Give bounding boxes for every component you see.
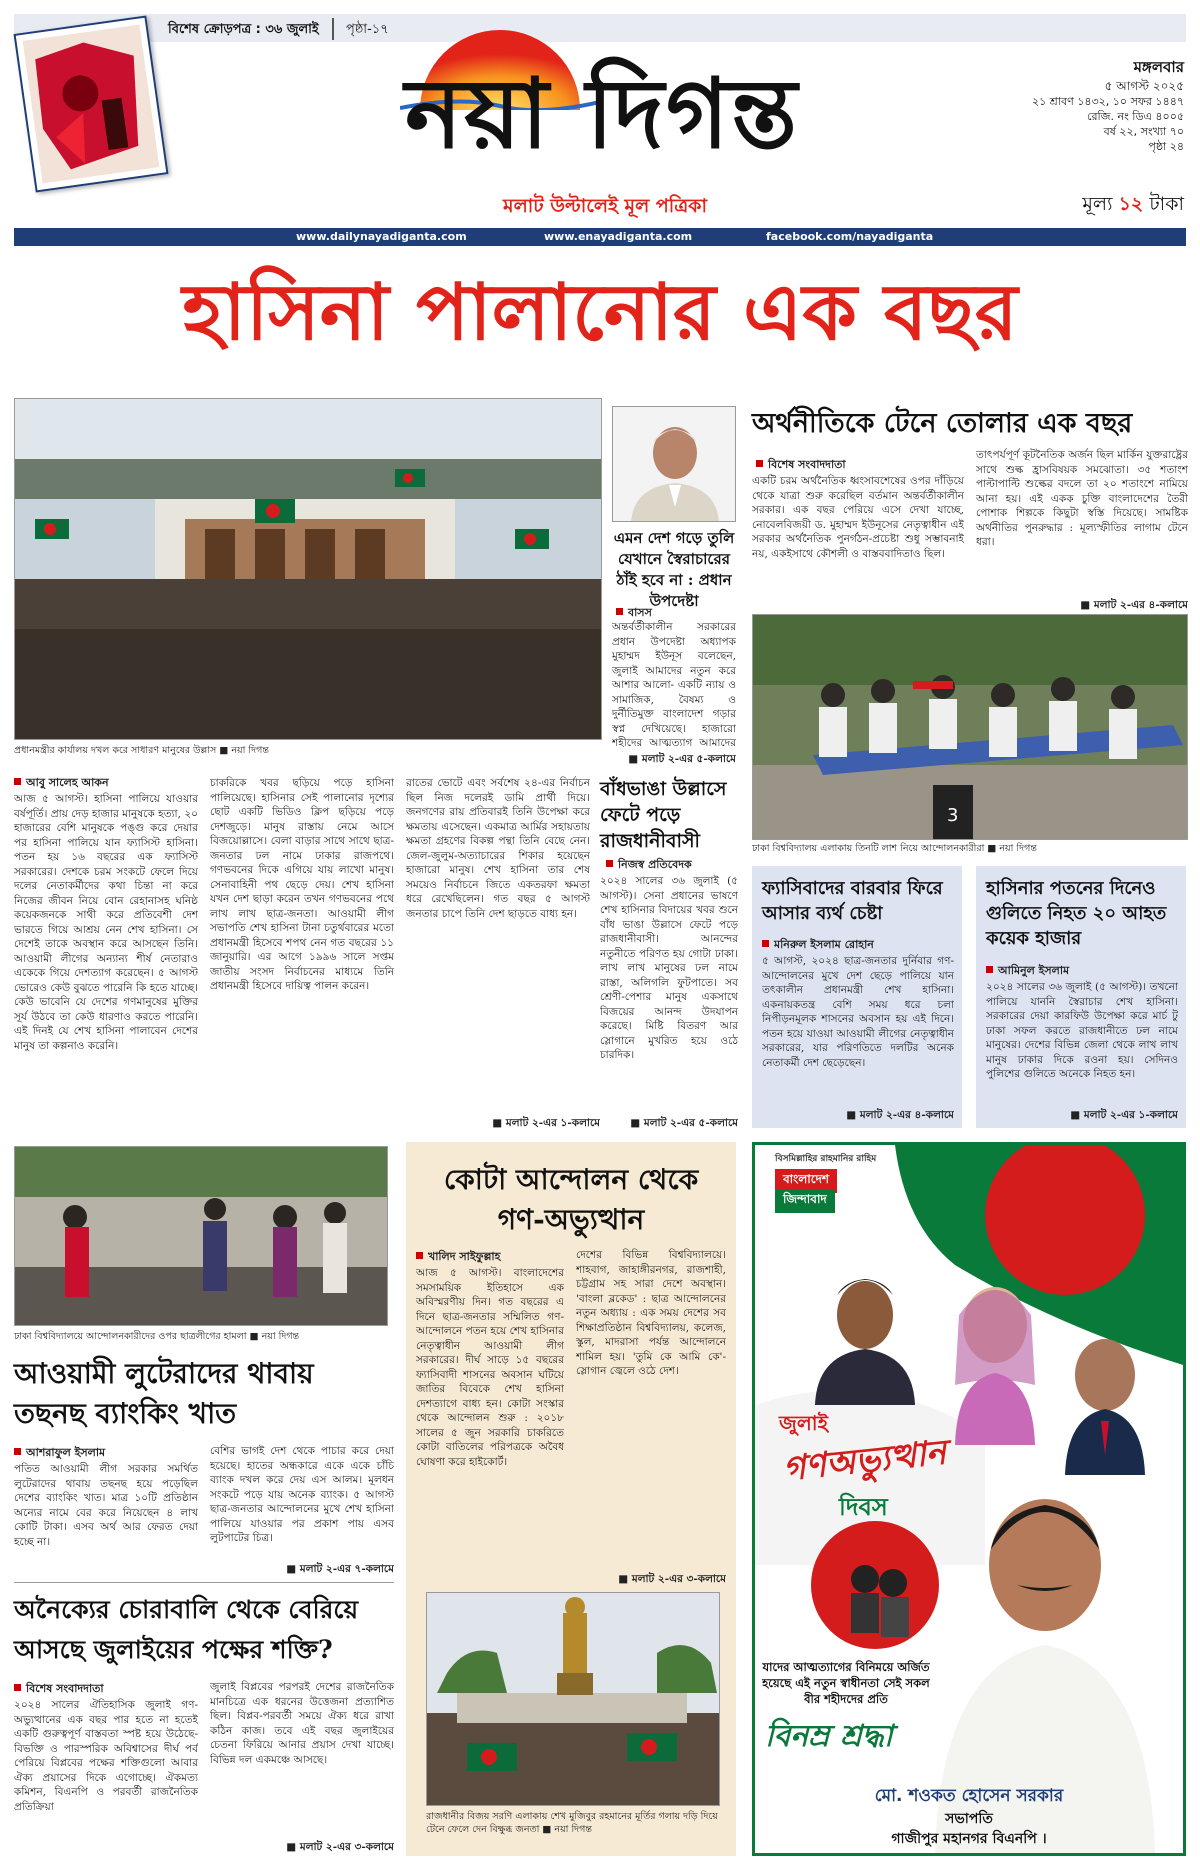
bank-photo-image <box>15 1147 388 1326</box>
economy-headline: অর্থনীতিকে টেনে তোলার এক বছর <box>752 408 1133 439</box>
quota-column-2: দেশের বিভিন্ন বিশ্ববিদ্যালয়ে। শাহবাগ, জাহাঙ্গীরনগর, রাজশাহী, চট্টগ্রাম সহ সারা দেশে অবস্থান। 'বাংলা ব্লকেড' : ছাত্র আন্দোলনের নতুন অধ্যায় : এক সময় দেশের সব শিক্ষাপ্রতিষ্ঠান বিশ্ববিদ্যালয়, কলেজ, স্কুল, মাদরাসা পর্যন্ত আন্দোলনে শামিল হয়। 'তুমি কে আমি কে'- স্লোগান জ্বেলে ওঠে দেশ। <box>576 1249 726 1377</box>
quota-byline: খালিদ সাইফুল্লাহ <box>416 1248 500 1267</box>
unity-headline: অনৈক্যের চোরাবালি থেকে বেরিয়ে আসছে জুলাইয়ের পক্ষের শক্তি? <box>14 1595 359 1664</box>
ad-july: জুলাই <box>779 1411 828 1435</box>
caption-credit: ■ নয়া দিগন্ত <box>219 745 269 756</box>
quota-photo-caption <box>426 1810 720 1836</box>
bank-headline: আওয়ামী লুটেরাদের থাবায় তছনছ ব্যাংকিং খাত <box>14 1357 314 1430</box>
unity-column-2: জুলাই বিপ্লবের পরপরই দেশের রাজনৈতিক মানচিত্রে এক ধরনের উত্তেজনা প্রত্যাশিত ছিল। বিপ্লব-পরবর্তী সময়ে ঐক্য ধরে রাখা কঠিন কাজ। তবে এই বছর জুলাইয়ের চেতনা ফিরিয়ে আনার প্রয়াস দেখা যাচ্ছে। বিভিন্ন দল একমঞ্চে আসছে। <box>210 1681 394 1766</box>
divider <box>332 18 334 40</box>
ad-portrait-1 <box>815 1279 915 1405</box>
portrait-byline: বাসস <box>616 604 652 623</box>
fascist-text: ৫ আগস্ট, ২০২৪ ছাত্র-জনতার দুর্নিবার গণ-আন্দোলনের মুখে দেশ ছেড়ে পালিয়ে যান তৎকালীন প্রধানমন্ত্রী শেখ হাসিনা। একনায়কতন্ত্র বেশি সময় ধরে চলা নিপীড়নমূলক শাসনের অবসান হয় এই দিনে। পতন হয়ে যাওয়া আওয়ামী লীগের নেতৃত্বাধীন সরকারের, যার পরিণতিতে দলটির অনেক নেতাকর্মী দেশ ছেড়েছেন। <box>762 955 954 1069</box>
caption-text: রাজধানীর বিজয় সরণি এলাকায় শেখ মুজিবুর রহমানের মূর্তির গলায় দড়ি দিয়ে টেনে ফেলে দেন বিক্ষুব্ধ জনতা <box>426 1811 718 1835</box>
date-block <box>940 60 1184 154</box>
date-bangla-hijri: ২১ শ্রাবণ ১৪৩২, ১০ সফর ১৪৪৭ <box>1031 95 1184 108</box>
weekday: মঙ্গলবার <box>1133 58 1184 76</box>
svg-text:3: 3 <box>947 805 959 826</box>
lead-continuation: ■ মলাট ২-এর ১-কলামে <box>492 1117 600 1129</box>
epaper-link[interactable]: www.enayadiganta.com <box>544 230 693 243</box>
quota-photo <box>426 1592 720 1806</box>
joy-headline: বাঁধভাঙা উল্লাসে ফেটে পড়ে রাজধানীবাসী <box>600 778 727 852</box>
quota-headline: কোটা আন্দোলন থেকে গণ-অভ্যুত্থান <box>443 1163 699 1236</box>
ad-top-note: বিসমিল্লাহির রাহমানির রাহিম <box>775 1154 877 1164</box>
ad-designation: সভাপতি <box>945 1811 993 1827</box>
website-link[interactable]: www.dailynayadiganta.com <box>296 230 467 243</box>
price <box>960 190 1184 222</box>
economy-continuation: ■ মলাট ২-এর ৪-কলামে <box>1080 599 1188 611</box>
advertisement <box>752 1142 1186 1856</box>
ad-portrait-3 <box>1065 1339 1145 1475</box>
ad-organization: গাজীপুর মহানগর বিএনপি । <box>891 1831 1047 1847</box>
masthead-title: নয়া দিগন্ত <box>404 57 800 170</box>
lead-photo-caption <box>14 744 602 757</box>
joy-text: ২০২৪ সালের ৩৬ জুলাই (৫ আগস্ট)। সেনা প্রধানের ভাষণে শেখ হাসিনার বিদায়ের খবর শুনে বাঁধ ভাঙা উল্লাসে ফেটে পড়ে রাজধানীবাসী। আনন্দের নতুনীতে পরিণত হয় গোটা ঢাকা। লাখ লাখ মানুষের ঢল নামে রাস্তা, অলিগলি ফুটপাতে। সব শ্রেণী-পেশার মানুষ একসাথে বিজয়ের আনন্দ উদযাপন করেছে। মিষ্টি বিতরণ আর স্লোগানে মুখরিত হয়ে ওঠে চারদিক। <box>600 875 738 1061</box>
unity-byline: বিশেষ সংবাদদাতা <box>14 1680 104 1699</box>
joy-byline: নিজস্ব প্রতিবেদক <box>606 856 692 875</box>
volume-issue: বর্ষ ২২, সংখ্যা ৭০ <box>1103 125 1184 138</box>
quota-continuation: ■ মলাট ২-এর ৩-কলামে <box>618 1573 726 1585</box>
section-rule <box>14 1582 394 1583</box>
banner-headline: হাসিনা পালানোর এক বছর <box>182 267 1018 358</box>
fascist-continuation: ■ মলাট ২-এর ৪-কলামে <box>846 1109 954 1121</box>
portrait-box <box>612 406 736 522</box>
lead-photo-image <box>15 399 602 740</box>
registration: রেজি. নং ডিএ ৪০০৫ <box>1087 110 1184 123</box>
quota-column-1: আজ ৫ আগস্ট। বাংলাদেশের সমসাময়িক ইতিহাসে এক অবিস্মরণীয় দিন। গত বছরের এ দিনে ছাত্র-জনতার সম্মিলিত গণ-আন্দোলনে পতন হয়ে শেখ হাসিনার নেতৃত্বাধীন আওয়ামী লীগ সরকারের। দীর্ঘ সাড়ে ১৫ বছরের ফ্যাসিবাদী শাসনের অবসান ঘটিয়ে জাতির বিবেকে শেখ হাসিনা দেশত্যাগে বাধ্য হন। কোটা সংস্কার থেকে আন্দোলন শুরু : ২০১৮ সালের ৫ জুন সরকারি চাকরিতে কোটা বাতিলের পরিপত্রকে অবৈধ ঘোষণা করে হাইকোর্ট। <box>416 1267 564 1468</box>
fascist-byline: মনিরুল ইসলাম রোহান <box>762 936 874 955</box>
ad-main-title: গণঅভ্যুত্থান <box>781 1432 949 1490</box>
date-gregorian: ৫ আগস্ট ২০২৫ <box>1104 79 1184 93</box>
price-unit: টাকা <box>1149 193 1184 215</box>
economy-column-2: তাৎপর্যপূর্ণ কূটনৈতিক অর্জন ছিল মার্কিন যুক্তরাষ্ট্রের সাথে শুল্ক হ্রাসবিষয়ক সমঝোতা। ৩৫ শতাংশ পাল্টাপাল্টি শুল্কের বদলে তা ২০ শতাংশে নামিয়ে আনা হয়। এই একক চুক্তি বাংলাদেশের তৈরী পোশাক শিল্পকে কিছুটা স্বস্তি দিয়েছে। সামষ্টিক অর্থনীতির পুনরুদ্ধার : মূল্যস্ফীতির লাগাম টেনে ধরা। <box>976 449 1188 548</box>
ad-portrait-2 <box>955 1287 1035 1445</box>
lead-photo <box>14 398 602 740</box>
caption-text: প্রধানমন্ত্রীর কার্যালয় দখল করে সাধারণ মানুষের উল্লাস <box>14 745 217 756</box>
facebook-link[interactable]: facebook.com/nayadiganta <box>766 230 934 243</box>
ad-badge-zindabad: জিন্দাবাদ <box>775 1189 835 1213</box>
corner-photo <box>14 15 169 192</box>
fascist-headline: ফ্যাসিবাদের বারবার ফিরে আসার ব্যর্থ চেষ্টা <box>762 878 943 924</box>
page-count: পৃষ্ঠা ২৪ <box>1148 140 1184 153</box>
ad-tribute: বিনম্র শ্রদ্ধা <box>765 1719 893 1754</box>
unity-continuation: ■ মলাট ২-এর ৩-কলামে <box>286 1841 394 1853</box>
fall-continuation: ■ মলাট ২-এর ১-কলামে <box>1070 1109 1178 1121</box>
bank-continuation: ■ মলাট ২-এর ৭-কলামে <box>286 1563 394 1575</box>
caption-credit: ■ নয়া দিগন্ত <box>542 1824 592 1835</box>
supplement-label: বিশেষ ক্রোড়পত্র : ৩৬ জুলাই <box>168 22 319 37</box>
economy-column-1: একটি চরম অর্থনৈতিক ধ্বংসাবশেষের ওপর দাঁড়িয়ে থেকে যাত্রা শুরু করেছিল বর্তমান অন্তর্বর্তীকালীন সরকার। এক বছর পেরিয়ে এসে দেখা যাচ্ছে, নোবেলবিজয়ী ড. মুহাম্মদ ইউনূসের নেতৃত্বাধীন এই সরকার অর্থনৈতিক পুনর্গঠন-প্রচেষ্টা শুধু সম্ভাবনাই নয়, একইসাথে কৌশলী ও বাস্তববাদিতাও ছিল। <box>752 475 964 560</box>
bank-byline: আশরাফুল ইসলাম <box>14 1444 105 1463</box>
portrait-text: অন্তর্বর্তীকালীন সরকারের প্রধান উপদেষ্টা অধ্যাপক মুহাম্মদ ইউনূস বলেছেন, জুলাই আমাদের নতুন করে আশার আলো- একটি ন্যায় ও সামাজিক, বৈষম্য ও দুর্নীতিমুক্ত বাংলাদেশ গড়ার স্বপ্ন দেখিয়েছে। হাজারো শহীদের আত্মত্যাগ আমাদের <box>612 621 736 749</box>
quota-photo-image <box>427 1593 720 1806</box>
caption-credit: ■ নয়া দিগন্ত <box>987 843 1037 854</box>
portrait-continuation: ■ মলাট ২-এর ৫-কলামে <box>628 753 736 765</box>
caption-text: ঢাকা বিশ্ববিদ্যালয় এলাকায় তিনটি লাশ নিয়ে আন্দোলনকারীরা <box>752 843 985 854</box>
lead-byline: আবু সালেহ আকন <box>14 774 109 793</box>
page-number: পৃষ্ঠা-১৭ <box>346 22 389 37</box>
fall-headline: হাসিনার পতনের দিনেও গুলিতে নিহত ২০ আহত কয়েক হাজার <box>986 878 1167 949</box>
economy-photo-image <box>753 615 1188 840</box>
portrait-image <box>613 407 736 522</box>
corner-photo-image <box>23 24 160 183</box>
ad-badge-bangladesh: বাংলাদেশ <box>775 1169 837 1193</box>
economy-photo <box>752 614 1188 840</box>
price-value: ১২ <box>1118 193 1144 215</box>
bank-photo <box>14 1146 388 1326</box>
ad-day: দিবস <box>839 1492 888 1521</box>
url-bar <box>14 228 1186 246</box>
bank-photo-caption <box>14 1330 388 1343</box>
masthead-tagline: মলাট উল্টালেই মূল পত্রিকা <box>503 195 707 217</box>
bank-column-2: বেশির ভাগই দেশ থেকে পাচার করে দেয়া হয়েছে। হাতের অন্ধকারে একে একে চাঁচি ব্যাংক দখল করে দেয় এস আলম। মূলধন সংকটে পড়ে যায় অনেক ব্যাংক। ৫ আগস্ট ছাত্র-জনতার আন্দোলনের মুখে শেখ হাসিনা পালিয়ে যাওয়ার পর প্রকাশ পায় এসব লুটপাটের চিত্র। <box>210 1445 394 1544</box>
lead-column-1: আজ ৫ আগস্ট। হাসিনা পালিয়ে যাওয়ার বর্ষপূর্তি। প্রায় দেড় হাজার মানুষকে হত্যা, ২০ হাজারের বেশি মানুষকে পঙ্গু করে দেয়ার পর হাসিনা পালিয়ে যান ফ্যাসিস্ট হাসিনা। পতন হয় ১৬ বছরের এক ফ্যাসিস্ট সরকারের। দেশকে চরম সংকটে ফেলে দিয়ে দলের নেতাকর্মীদের কথা চিন্তা না করে নিজের জীবন নিয়ে বোন রেহানাসহ ঘনিষ্ঠ কয়েকজনকে সাথী করে প্রতিবেশী দেশ ভারতে গিয়ে আশ্রয় নেন শেখ হাসিনা। সে দেশেই তাকে অবস্থান করে আসছেন তিনি। আওয়ামী লীগের অন্যান্য শীর্ষ নেতারাও একেকে গিয়ে দেশত্যাগ করেছেন। ৫ আগস্ট ভোরেও কেউ বুঝতে পারেনি কি হতে যাচ্ছে। কেউ ভাবেনি যে দেশের গণমানুষের মুক্তির সূর্য উঠবে তা কেউ ধারণাও করতে পারেনি। এই দিনই যে শেখ হাসিনা পালাবেন দেশের মানুষ তা কল্পনাও করেনি। <box>14 793 198 1052</box>
caption-credit: ■ নয়া দিগন্ত <box>249 1331 300 1342</box>
price-label: মূল্য <box>1082 193 1113 215</box>
lead-column-2: চাকরিকে খবর ছড়িয়ে পড়ে হাসিনা পালিয়েছে। হাসিনার সেই পালানোর দৃশ্যের ছোট একটি ভিডিও ক্লিপ ছড়িয়ে পড়ে দেশজুড়ে। মানুষ রাস্তায় নেমে আসে বিজয়োল্লাসে। বেলা বাড়ার সাথে সাথে ছাত্র-জনতার ঢল নামে ঢাকার রাজপথে। গণভবনের দিকে এগিয়ে যায় লাখো মানুষ। সেনাবাহিনী পথ ছেড়ে দেয়। শেখ হাসিনা যখন দেশ ছাড়া করেন তখন গণভবনের পথে লাখ লাখ ছাত্র-জনতা। আওয়ামী লীগ সভাপতি শেখ হাসিনা টানা চতুর্থবারের মতো প্রধানমন্ত্রী হিসেবে শপথ নেন গত বছরের ১১ জানুয়ারি। এর আগে ১৯৯৬ সালে সপ্তম জাতীয় সংসদ নির্বাচনের মাধ্যমে তিনি প্রধানমন্ত্রী হিসেবে দায়িত্ব পালন করেন। <box>210 777 394 992</box>
lead-column-3: রাতের ভোটে এবং সর্বশেষ ২৪-এর নির্বাচন ছিল নিজ দলেরই ডামি প্রার্থী দিয়ে। জনগণের রায় প্রতিবারই তিনি উপেক্ষা করে ক্ষমতায় এসেছেন। একমাত্র আর্মির সহায়তায় ক্ষমতা গ্রহণের বিকল্প পন্থা তিনি বেছে নেন। জেল-জুলুম-অত্যাচারের শিকার হয়েছেন হাজারো মানুষ। শেখ হাসিনা তার শেষ সময়েও নির্বাচনে জিতে একতরফা ক্ষমতা ধরে রেখেছিলেন। গত বছর ৫ আগস্ট জনতার চাপে তিনি দেশ ছাড়তে বাধ্য হন। <box>406 777 590 920</box>
economy-byline: বিশেষ সংবাদদাতা <box>756 456 846 475</box>
caption-text: ঢাকা বিশ্ববিদ্যালয়ে আন্দোলনকারীদের ওপর ছাত্রলীগের হামলা <box>14 1331 247 1342</box>
economy-photo-caption <box>752 842 1188 855</box>
fall-text: ২০২৪ সালের ৩৬ জুলাই (৫ আগস্ট)। তখনো পালিয়ে যাননি স্বৈরাচার শেখ হাসিনা। সরকারের দেয়া কারফিউ উপেক্ষা করে মার্চ টু ঢাকা সফল করতে রাজধানীতে ঢল নামে মানুষের। দেশের বিভিন্ন জেলা থেকে লাখ লাখ মানুষ ঢাকার দিকে রওনা হয়। সেদিনও পুলিশের গুলিতে অনেকে নিহত হন। <box>986 981 1178 1080</box>
fall-byline: আমিনুল ইসলাম <box>986 962 1069 981</box>
joy-continuation: ■ মলাট ২-এর ৫-কলামে <box>630 1117 738 1129</box>
bank-column-1: পতিত আওয়ামী লীগ সরকার সমর্থিত লুটেরাদের থাবায় তছনছ হয়ে পড়েছিল দেশের ব্যাংকিং খাত। মাত্র ১০টি প্রতিষ্ঠান অন্যের নামে বের করে নিয়েছেন ৪ লাখ কোটি টাকা। এসব অর্থ আর ফেরত দেয়া হচ্ছে না। <box>14 1463 198 1548</box>
portrait-headline: এমন দেশ গড়ে তুলি যেখানে স্বৈরাচারের ঠাঁই হবে না : প্রধান উপদেষ্টা <box>613 529 735 610</box>
ad-tribute-text: যাদের আত্মত্যাগের বিনিময়ে অর্জিত হয়েছে এই নতুন স্বাধীনতা সেই সকল বীর শহীদদের প্রতি <box>762 1660 930 1706</box>
ad-name: মো. শওকত হোসেন সরকার <box>874 1786 1064 1806</box>
unity-column-1: ২০২৪ সালের ঐতিহাসিক জুলাই গণ-অভ্যুত্থানের এক বছর পার হতে না হতেই একটি গুরুত্বপূর্ণ বাস্তবতা স্পষ্ট হয়ে উঠেছে- বিভক্তি ও পারস্পরিক অবিশ্বাসের দীর্ঘ পর্ব পেরিয়ে বিপ্লবের পক্ষের শক্তিগুলো আবার ঐক্য প্রয়াসের দিকে এগোচ্ছে। ঐকমত্য কমিশন, বিএনপি ও পরবর্তী রাজনৈতিক প্রতিক্রিয়া <box>14 1699 198 1813</box>
